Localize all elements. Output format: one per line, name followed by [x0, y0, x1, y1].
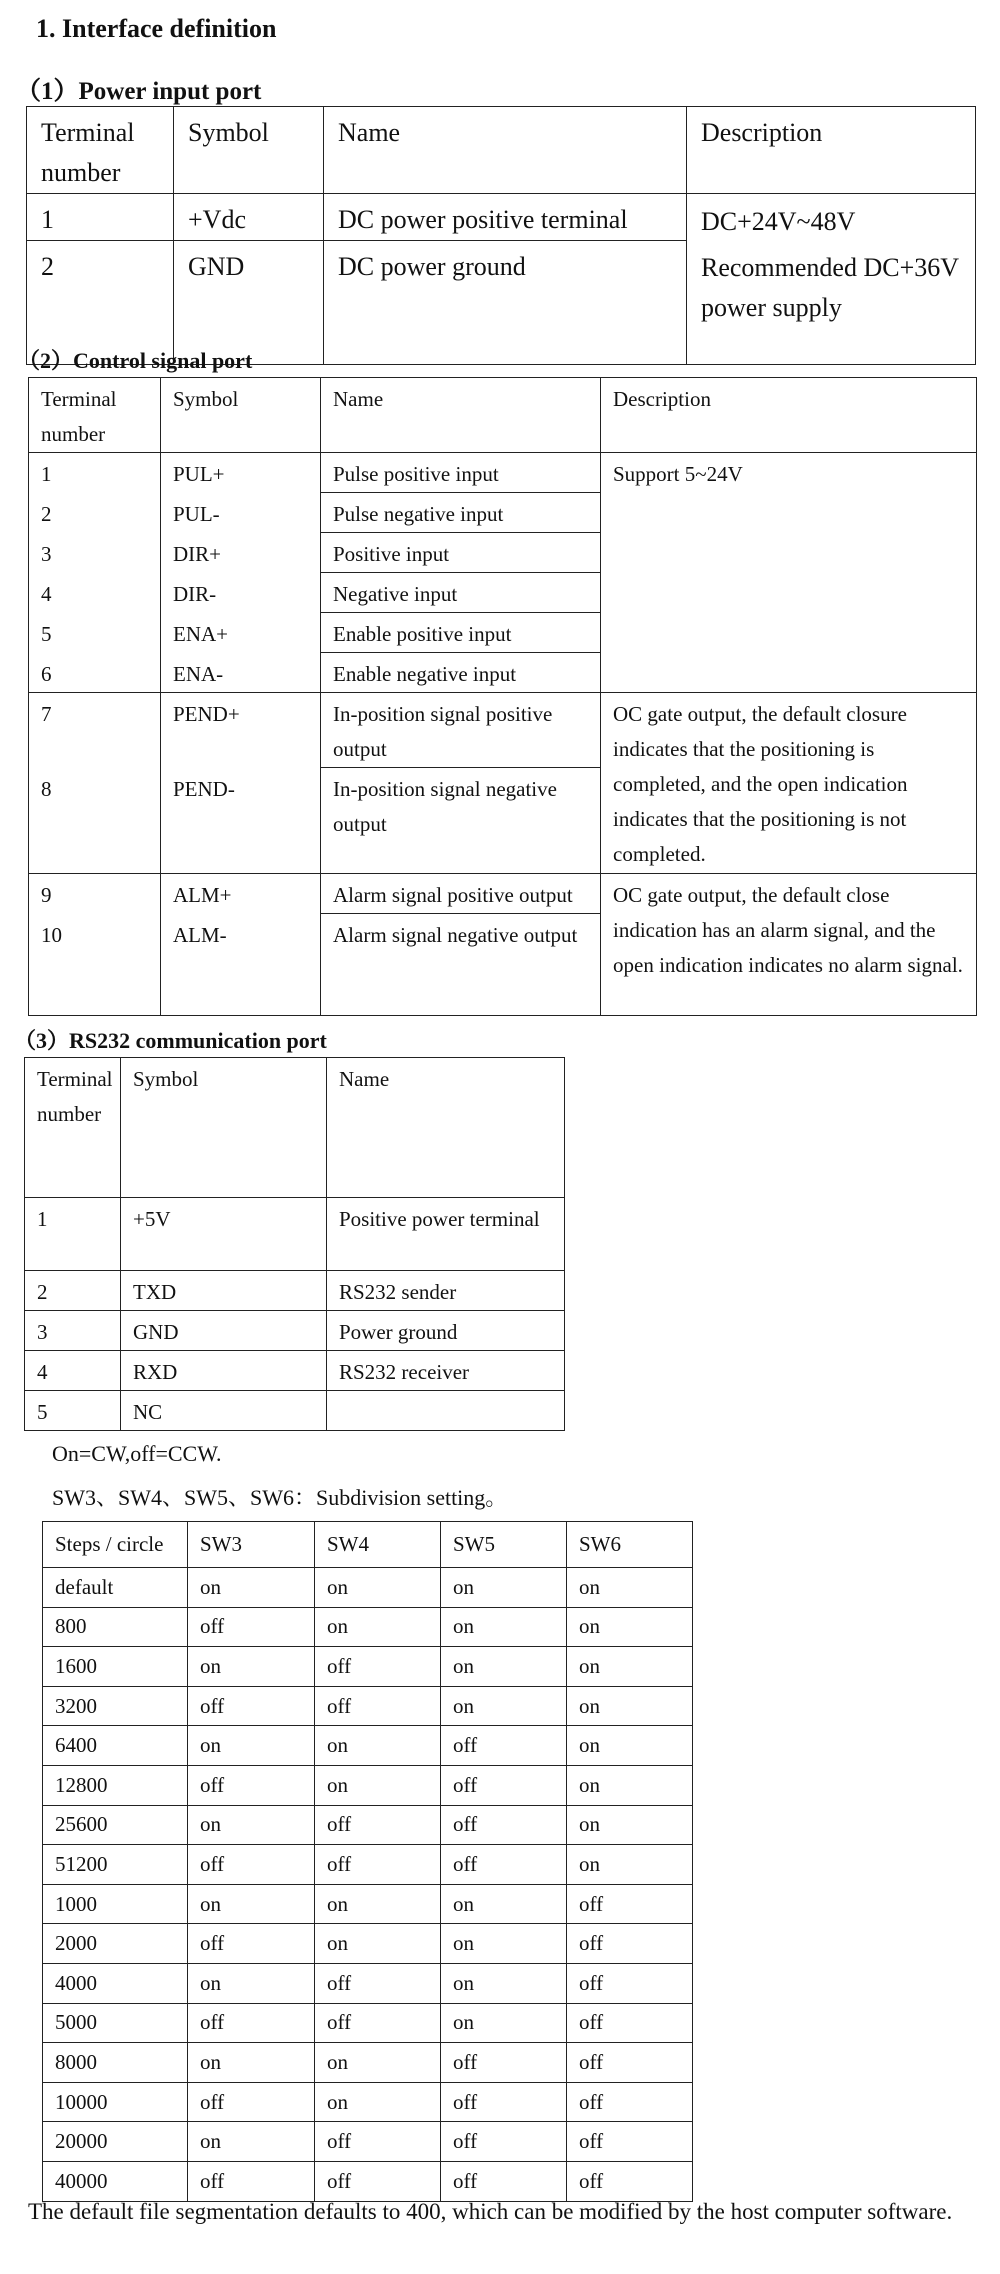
- cell-symbol: DIR-: [161, 573, 321, 613]
- table-row: [29, 453, 977, 493]
- table-row: [43, 1963, 693, 2003]
- table-row: [25, 1311, 565, 1351]
- cell-sw4: on: [315, 1884, 441, 1924]
- cell-sw6: off: [567, 2082, 693, 2122]
- cell-sw6: off: [567, 1924, 693, 1964]
- cell-number: 2: [27, 241, 174, 365]
- cell-steps: 40000: [43, 2161, 188, 2201]
- cell-name: DC power ground: [324, 241, 687, 365]
- cell-sw6: on: [567, 1568, 693, 1608]
- cell-sw3: off: [188, 1924, 315, 1964]
- cell-steps: 5000: [43, 2003, 188, 2043]
- table-row: [43, 1765, 693, 1805]
- table-row: [43, 1607, 693, 1647]
- cell-sw6: on: [567, 1845, 693, 1885]
- cell-sw3: off: [188, 2082, 315, 2122]
- cell-sw3: off: [188, 1686, 315, 1726]
- cell-steps: 8000: [43, 2043, 188, 2083]
- cell-sw6: on: [567, 1686, 693, 1726]
- cell-symbol: PEND+: [161, 693, 321, 768]
- cell-symbol: +5V: [121, 1198, 327, 1271]
- cell-symbol: GND: [121, 1311, 327, 1351]
- header-cell: SW5: [441, 1522, 567, 1568]
- cell-sw5: on: [441, 1924, 567, 1964]
- header-cell: Name: [327, 1058, 565, 1198]
- rs232-port-table: [24, 1057, 565, 1431]
- cell-sw5: off: [441, 1765, 567, 1805]
- cell-sw3: on: [188, 1568, 315, 1608]
- cell-sw4: off: [315, 1963, 441, 2003]
- cell-symbol: ALM+: [161, 874, 321, 914]
- table-row: [25, 1198, 565, 1271]
- cell-number: 2: [29, 493, 161, 533]
- cell-sw5: off: [441, 1805, 567, 1845]
- cell-number: 7: [29, 693, 161, 768]
- header-cell: Symbol: [161, 378, 321, 453]
- cell-name: RS232 receiver: [327, 1351, 565, 1391]
- cell-sw5: off: [441, 2122, 567, 2162]
- control-port-heading: （2）Control signal port: [18, 348, 253, 373]
- power-port-heading: （1）Power input port: [16, 78, 262, 105]
- cell-sw4: off: [315, 2003, 441, 2043]
- cell-sw6: on: [567, 1607, 693, 1647]
- cell-number: 4: [25, 1351, 121, 1391]
- table-header-row: [29, 378, 977, 453]
- header-cell: Symbol: [121, 1058, 327, 1198]
- cell-number: 5: [25, 1391, 121, 1431]
- cell-sw6: off: [567, 2003, 693, 2043]
- table-row: [43, 1924, 693, 1964]
- rs232-port-heading: （3）RS232 communication port: [14, 1028, 327, 1053]
- cell-sw3: on: [188, 1805, 315, 1845]
- cell-steps: 12800: [43, 1765, 188, 1805]
- cell-description: [687, 194, 976, 365]
- cell-sw5: on: [441, 1568, 567, 1608]
- cell-symbol: ENA-: [161, 653, 321, 693]
- cell-sw4: on: [315, 1765, 441, 1805]
- cell-sw3: off: [188, 1845, 315, 1885]
- direction-note: On=CW,off=CCW.: [52, 1441, 222, 1466]
- subdivision-table: [42, 1521, 693, 2202]
- cell-symbol: NC: [121, 1391, 327, 1431]
- cell-sw6: off: [567, 2043, 693, 2083]
- table-row: [43, 1568, 693, 1608]
- table-row: [43, 2003, 693, 2043]
- cell-symbol: GND: [174, 241, 324, 365]
- cell-sw5: on: [441, 1607, 567, 1647]
- table-row: [43, 2043, 693, 2083]
- cell-sw6: off: [567, 2161, 693, 2201]
- cell-name: Alarm signal positive output: [321, 874, 601, 914]
- cell-sw4: off: [315, 1647, 441, 1687]
- cell-sw6: off: [567, 1884, 693, 1924]
- header-cell: Name: [324, 107, 687, 194]
- power-desc-range: DC+24V~48V: [701, 207, 856, 236]
- cell-number: 4: [29, 573, 161, 613]
- header-cell: Steps / circle: [43, 1522, 188, 1568]
- cell-symbol: PUL+: [161, 453, 321, 493]
- cell-number: 5: [29, 613, 161, 653]
- cell-name: Negative input: [321, 573, 601, 613]
- cell-symbol: TXD: [121, 1271, 327, 1311]
- cell-name: Alarm signal negative output: [321, 914, 601, 1016]
- cell-sw5: on: [441, 1647, 567, 1687]
- cell-sw5: off: [441, 2082, 567, 2122]
- cell-steps: 4000: [43, 1963, 188, 2003]
- cell-sw5: on: [441, 1884, 567, 1924]
- cell-name: Power ground: [327, 1311, 565, 1351]
- table-row: [25, 1271, 565, 1311]
- cell-number: 10: [29, 914, 161, 1016]
- cell-name: [327, 1391, 565, 1431]
- cell-sw6: off: [567, 1963, 693, 2003]
- cell-name: DC power positive terminal: [324, 194, 687, 241]
- cell-sw4: on: [315, 1726, 441, 1766]
- cell-sw4: off: [315, 1805, 441, 1845]
- cell-sw5: on: [441, 1963, 567, 2003]
- cell-sw4: off: [315, 1845, 441, 1885]
- cell-number: 3: [29, 533, 161, 573]
- cell-steps: 3200: [43, 1686, 188, 1726]
- cell-steps: default: [43, 1568, 188, 1608]
- cell-description: OC gate output, the default closure indicates that the positioning is completed, and the open indication indicates that the positioning is not completed.: [601, 693, 977, 874]
- cell-name: In-position signal positive output: [321, 693, 601, 768]
- header-cell: Symbol: [174, 107, 324, 194]
- cell-number: 1: [27, 194, 174, 241]
- cell-number: 3: [25, 1311, 121, 1351]
- header-cell: Description: [601, 378, 977, 453]
- cell-steps: 10000: [43, 2082, 188, 2122]
- power-desc-recommended: Recommended DC+36V power supply: [701, 253, 959, 322]
- cell-number: 2: [25, 1271, 121, 1311]
- cell-sw3: off: [188, 1765, 315, 1805]
- subdivision-note: SW3、SW4、SW5、SW6：Subdivision setting。: [52, 1485, 508, 1510]
- power-port-table: [26, 106, 976, 365]
- table-row: [43, 1845, 693, 1885]
- cell-sw3: on: [188, 1726, 315, 1766]
- cell-sw4: off: [315, 2161, 441, 2201]
- cell-symbol: RXD: [121, 1351, 327, 1391]
- cell-sw3: off: [188, 2003, 315, 2043]
- cell-sw3: off: [188, 1607, 315, 1647]
- cell-sw5: on: [441, 2003, 567, 2043]
- cell-sw4: off: [315, 2122, 441, 2162]
- table-header-row: [25, 1058, 565, 1198]
- cell-sw4: on: [315, 1568, 441, 1608]
- cell-description: OC gate output, the default close indication has an alarm signal, and the open indication indicates no alarm signal.: [601, 874, 977, 1016]
- cell-sw4: on: [315, 1607, 441, 1647]
- table-row: [43, 2122, 693, 2162]
- header-cell: Terminal number: [27, 107, 174, 194]
- cell-sw5: off: [441, 1726, 567, 1766]
- document-title: 1. Interface definition: [36, 14, 277, 43]
- header-cell: Name: [321, 378, 601, 453]
- cell-sw3: on: [188, 1963, 315, 2003]
- header-cell: Terminal number: [25, 1058, 121, 1198]
- cell-steps: 1600: [43, 1647, 188, 1687]
- cell-name: RS232 sender: [327, 1271, 565, 1311]
- table-row: [25, 1351, 565, 1391]
- cell-sw6: off: [567, 2122, 693, 2162]
- cell-number: 8: [29, 768, 161, 874]
- cell-symbol: ALM-: [161, 914, 321, 1016]
- table-row: [29, 874, 977, 914]
- cell-sw3: on: [188, 2043, 315, 2083]
- table-header-row: [27, 107, 976, 194]
- cell-sw6: on: [567, 1805, 693, 1845]
- cell-name: Positive power terminal: [327, 1198, 565, 1271]
- cell-symbol: PUL-: [161, 493, 321, 533]
- cell-number: 1: [25, 1198, 121, 1271]
- cell-name: Enable negative input: [321, 653, 601, 693]
- cell-sw6: on: [567, 1765, 693, 1805]
- cell-sw3: on: [188, 2122, 315, 2162]
- table-row: [29, 693, 977, 768]
- cell-name: Positive input: [321, 533, 601, 573]
- cell-steps: 51200: [43, 1845, 188, 1885]
- cell-steps: 1000: [43, 1884, 188, 1924]
- header-cell: Terminal number: [29, 378, 161, 453]
- cell-sw6: on: [567, 1647, 693, 1687]
- cell-sw4: on: [315, 2043, 441, 2083]
- table-row: [43, 1726, 693, 1766]
- table-header-row: [43, 1522, 693, 1568]
- cell-sw5: off: [441, 1845, 567, 1885]
- table-row: [43, 2082, 693, 2122]
- cell-symbol: PEND-: [161, 768, 321, 874]
- cell-steps: 6400: [43, 1726, 188, 1766]
- cell-steps: 2000: [43, 1924, 188, 1964]
- cell-name: Pulse positive input: [321, 453, 601, 493]
- cell-description: Support 5~24V: [601, 453, 977, 693]
- cell-sw4: on: [315, 2082, 441, 2122]
- table-row: [43, 1686, 693, 1726]
- cell-name: In-position signal negative output: [321, 768, 601, 874]
- cell-steps: 25600: [43, 1805, 188, 1845]
- header-cell: SW6: [567, 1522, 693, 1568]
- table-row: [43, 1647, 693, 1687]
- cell-name: Enable positive input: [321, 613, 601, 653]
- header-cell: Description: [687, 107, 976, 194]
- subdivision-table-body: [43, 1568, 693, 2202]
- cell-symbol: DIR+: [161, 533, 321, 573]
- table-row: [25, 1391, 565, 1431]
- cell-symbol: ENA+: [161, 613, 321, 653]
- cell-sw5: on: [441, 1686, 567, 1726]
- header-cell: SW4: [315, 1522, 441, 1568]
- cell-number: 9: [29, 874, 161, 914]
- footer-note: The default file segmentation defaults to 400, which can be modified by the host computer software.: [28, 2199, 953, 2224]
- cell-name: Pulse negative input: [321, 493, 601, 533]
- table-row: [43, 1884, 693, 1924]
- cell-sw4: off: [315, 1686, 441, 1726]
- cell-steps: 800: [43, 1607, 188, 1647]
- table-row: [27, 194, 976, 241]
- control-port-table: [28, 377, 977, 1016]
- header-cell: SW3: [188, 1522, 315, 1568]
- table-row: [43, 1805, 693, 1845]
- cell-sw3: on: [188, 1884, 315, 1924]
- cell-sw3: off: [188, 2161, 315, 2201]
- cell-sw5: off: [441, 2161, 567, 2201]
- cell-sw4: on: [315, 1924, 441, 1964]
- cell-number: 6: [29, 653, 161, 693]
- cell-sw6: on: [567, 1726, 693, 1766]
- cell-number: 1: [29, 453, 161, 493]
- cell-symbol: +Vdc: [174, 194, 324, 241]
- cell-steps: 20000: [43, 2122, 188, 2162]
- cell-sw5: off: [441, 2043, 567, 2083]
- cell-sw3: on: [188, 1647, 315, 1687]
